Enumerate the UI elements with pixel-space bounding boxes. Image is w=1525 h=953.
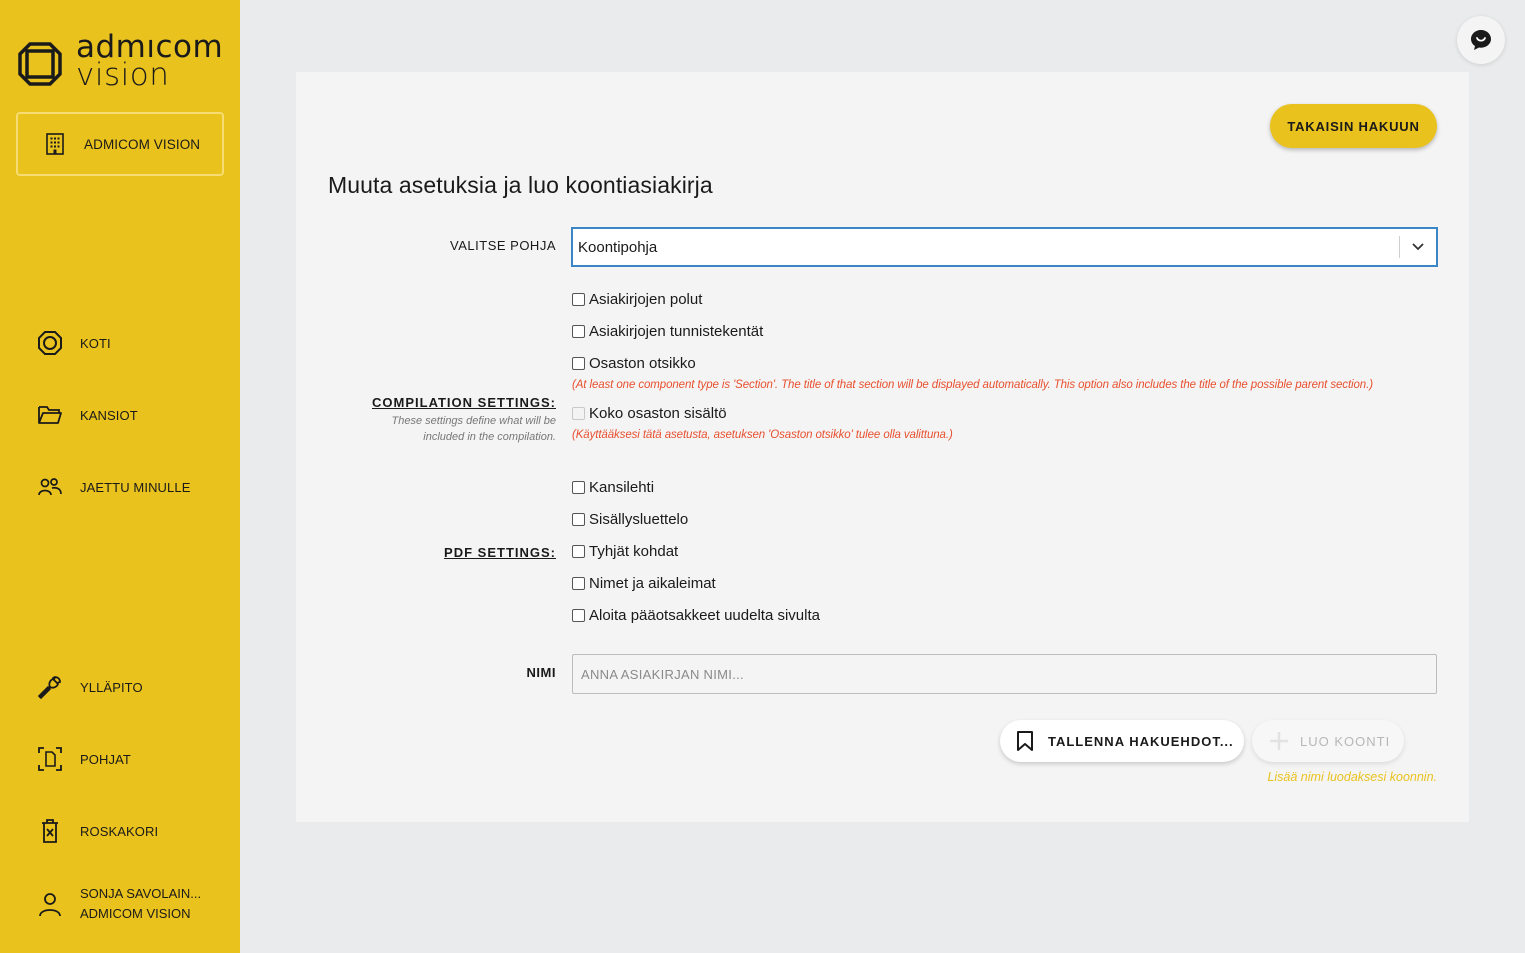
option-whole-section-content xyxy=(572,405,727,422)
checkbox[interactable] xyxy=(572,481,585,494)
chevron-down-icon[interactable] xyxy=(1400,242,1436,252)
option-label: Osaston otsikko xyxy=(589,355,696,372)
option-label: Nimet ja aikaleimat xyxy=(589,575,716,592)
sidebar-item-jaettu-minulle[interactable] xyxy=(36,473,190,501)
logo-text-admicom: admıcom xyxy=(76,29,224,65)
organization-label: ADMICOM VISION xyxy=(84,136,201,152)
template-select[interactable] xyxy=(571,227,1438,267)
admicom-vision-logo[interactable] xyxy=(16,29,224,93)
wrench-icon xyxy=(36,673,64,701)
option-label: Sisällysluettelo xyxy=(589,511,689,528)
option-document-id-fields[interactable] xyxy=(572,323,763,340)
sidebar-item-pohjat[interactable] xyxy=(36,745,131,773)
option-headings-new-page[interactable] xyxy=(572,607,820,624)
template-label: VALITSE POHJA xyxy=(450,238,556,253)
option-names-and-timestamps[interactable] xyxy=(572,575,716,592)
sidebar-item-label: ROSKAKORI xyxy=(80,823,159,839)
compilation-settings-card xyxy=(296,72,1469,822)
sidebar-item-koti[interactable] xyxy=(36,329,111,357)
compilation-settings-title: COMPILATION SETTINGS: xyxy=(372,395,556,410)
section-title-note: (At least one component type is 'Section'. The title of that section will be displayed automatically. This option also includes the title of the possible parent section.) xyxy=(572,379,1373,391)
option-label: Koko osaston sisältö xyxy=(589,405,727,422)
document-name-input[interactable] xyxy=(572,654,1437,694)
option-empty-items[interactable] xyxy=(572,543,678,560)
home-icon xyxy=(36,329,64,357)
sidebar-item-label: POHJAT xyxy=(80,751,131,767)
checkbox[interactable] xyxy=(572,577,585,590)
trash-icon xyxy=(36,817,64,845)
create-compilation-button xyxy=(1252,720,1404,762)
sidebar-item-label: JAETTU MINULLE xyxy=(80,479,191,495)
compilation-settings-help: These settings define what will be included in the compilation. xyxy=(391,415,556,443)
sidebar-item-label: KOTI xyxy=(80,335,111,351)
logo-text-vision: vision xyxy=(76,56,170,93)
checkbox[interactable] xyxy=(572,609,585,622)
template-select-value: Koontipohja xyxy=(578,238,658,256)
sidebar-item-label: KANSIOT xyxy=(80,407,138,423)
save-search-criteria-label: TALLENNA HAKUEHDOT... xyxy=(1048,733,1234,749)
sidebar xyxy=(0,0,240,953)
checkbox[interactable] xyxy=(572,513,585,526)
pdf-settings-title: PDF SETTINGS: xyxy=(444,545,556,560)
name-label: NIMI xyxy=(526,665,556,680)
sidebar-item-yllapito[interactable] xyxy=(36,673,143,701)
building-icon xyxy=(44,132,66,156)
sidebar-item-roskakori[interactable] xyxy=(36,817,158,845)
checkbox[interactable] xyxy=(572,357,585,370)
user-name: SONJA SAVOLAIN... xyxy=(80,886,202,901)
template-icon xyxy=(36,745,64,773)
checkbox[interactable] xyxy=(572,293,585,306)
option-section-title[interactable] xyxy=(572,355,696,372)
users-icon xyxy=(36,473,64,501)
page-title: Muuta asetuksia ja luo koontiasiakirja xyxy=(328,172,713,198)
option-label: Tyhjät kohdat xyxy=(589,543,679,560)
sidebar-item-kansiot[interactable] xyxy=(36,401,138,429)
sidebar-item-label: YLLÄPITO xyxy=(80,679,143,695)
create-compilation-label: LUO KOONTI xyxy=(1300,733,1391,749)
checkbox[interactable] xyxy=(572,325,585,338)
bookmark-icon xyxy=(1016,730,1034,752)
chat-button[interactable] xyxy=(1457,16,1505,64)
organization-switcher[interactable] xyxy=(16,112,224,176)
user-organization: ADMICOM VISION xyxy=(80,906,191,921)
plus-icon xyxy=(1268,730,1290,752)
option-label: Aloita pääotsakkeet uudelta sivulta xyxy=(589,607,820,624)
user-icon xyxy=(36,890,64,918)
logo-mark-icon xyxy=(16,34,64,90)
option-label: Asiakirjojen polut xyxy=(589,291,703,308)
option-cover-page[interactable] xyxy=(572,479,654,496)
user-profile[interactable] xyxy=(36,884,201,924)
checkbox[interactable] xyxy=(572,545,585,558)
chat-icon xyxy=(1469,28,1493,52)
option-document-paths[interactable] xyxy=(572,291,702,308)
back-to-search-button[interactable]: TAKAISIN HAKUUN xyxy=(1270,104,1437,148)
option-label: Asiakirjojen tunnistekentät xyxy=(589,323,764,340)
option-label: Kansilehti xyxy=(589,479,655,496)
save-search-criteria-button[interactable] xyxy=(1000,720,1244,762)
folder-icon xyxy=(36,401,64,429)
whole-section-content-note: (Käyttääksesi tätä asetusta, asetuksen 'Osaston otsikko' tulee olla valittuna.) xyxy=(572,429,953,441)
checkbox xyxy=(572,407,585,420)
create-compilation-hint: Lisää nimi luodaksesi koonnin. xyxy=(1267,770,1437,784)
option-table-of-contents[interactable] xyxy=(572,511,688,528)
